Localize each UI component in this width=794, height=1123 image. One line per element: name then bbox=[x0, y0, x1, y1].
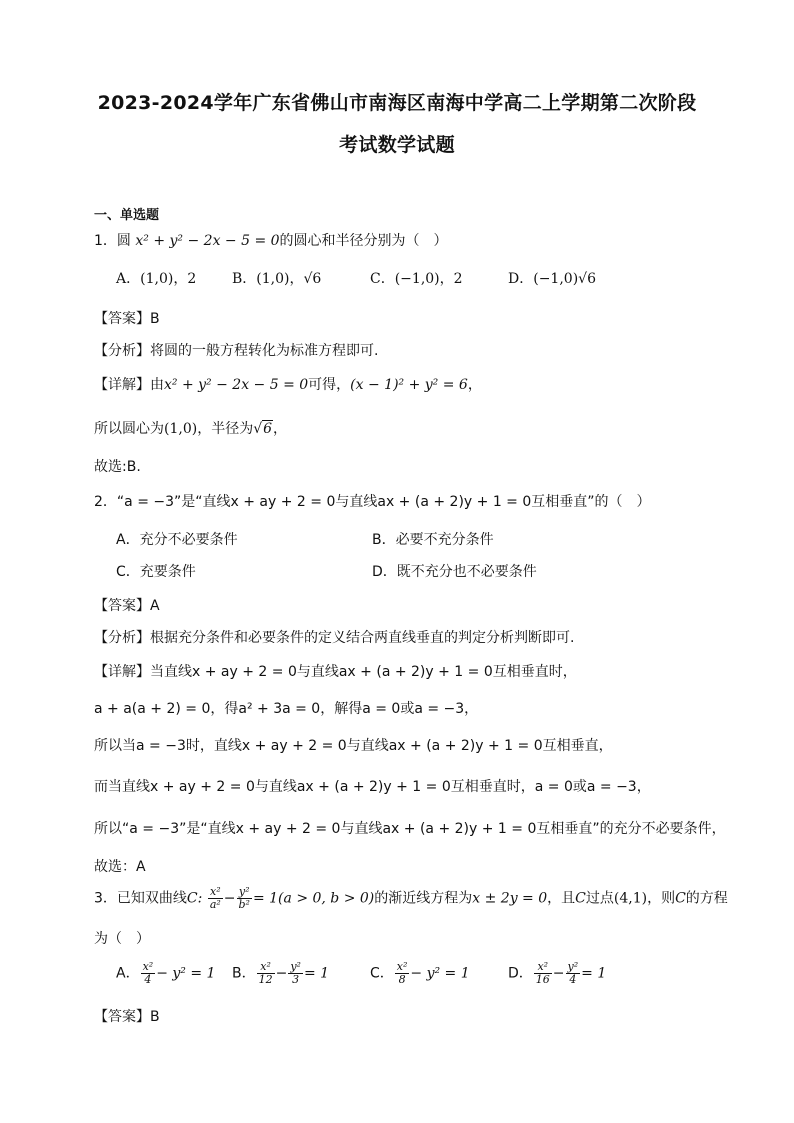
q1-conclusion: 故选:B. bbox=[94, 459, 141, 475]
fraction: $\frac{\text{y²}}{\text{b²}}$ bbox=[238, 885, 250, 911]
document-title-line1: 2023-2024学年广东省佛山市南海区南海中学高二上学期第二次阶段 bbox=[97, 92, 697, 114]
q3-option-b: B． $\frac{\text{x²}}{12}$ − $\frac{\text{y²}}{3}$ = 1 bbox=[232, 960, 330, 986]
q2-detail-line2: a + a(a + 2) = 0，得a² + 3a = 0，解得a = 0或a = −3， bbox=[94, 701, 479, 717]
q1-stem-tail: 的圆心和半径分别为（ ） bbox=[279, 233, 448, 249]
document-title-line2: 考试数学试题 bbox=[339, 134, 455, 156]
q2-detail-line1: 【详解】当直线x + ay + 2 = 0与直线ax + (a + 2)y + 1 = 0互相垂直时， bbox=[94, 664, 577, 680]
analysis-tag: 【分析】 bbox=[94, 343, 150, 359]
q2-detail-line5: 所以“a = −3”是“直线x + ay + 2 = 0与直线ax + (a + 2)y + 1 = 0互相垂直”的充分不必要条件， bbox=[94, 821, 726, 837]
q3-answer: 【答案】B bbox=[94, 1009, 160, 1025]
q1-stem bbox=[94, 230, 448, 250]
q2-detail-line3: 所以当a = −3时，直线x + ay + 2 = 0与直线ax + (a + 2)y + 1 = 0互相垂直， bbox=[94, 738, 613, 754]
q1-analysis-text: 将圆的一般方程转化为标准方程即可. bbox=[150, 343, 379, 359]
fraction: $\frac{\text{x²}}{\text{a²}}$ bbox=[209, 885, 221, 911]
q2-answer: 【答案】A bbox=[94, 598, 160, 614]
q2-option-a: A．充分不必要条件 bbox=[116, 532, 238, 548]
q1-equation: x² + y² − 2x − 5 = 0 bbox=[135, 233, 280, 249]
q2-analysis: 【分析】根据充分条件和必要条件的定义结合两直线垂直的判定分析判断即可. bbox=[94, 630, 575, 646]
q3-answer-value: B bbox=[150, 1009, 160, 1025]
q2-stem: 2．“a = −3”是“直线x + ay + 2 = 0与直线ax + (a + 2)y + 1 = 0互相垂直”的（ ） bbox=[94, 494, 651, 510]
q1-answer bbox=[94, 308, 160, 328]
q3-stem-line2: 为（ ） bbox=[94, 931, 150, 947]
q3-option-c: C． $\frac{\text{x²}}{8}$ − y² = 1 bbox=[370, 960, 470, 986]
q1-analysis bbox=[94, 340, 378, 360]
q1-detail-line1: 【详解】由x² + y² − 2x − 5 = 0可得，(x − 1)² + y² = 6， bbox=[94, 377, 482, 393]
q3-option-d: D． $\frac{\text{x²}}{16}$ − $\frac{\text{y²}}{4}$ = 1 bbox=[508, 960, 607, 986]
section-heading: 一、单选题 bbox=[94, 208, 160, 223]
q2-option-d: D．既不充分也不必要条件 bbox=[372, 564, 537, 580]
q2-detail-line4: 而当直线x + ay + 2 = 0与直线ax + (a + 2)y + 1 = 0互相垂直时，a = 0或a = −3， bbox=[94, 779, 651, 795]
q2-answer-value: A bbox=[150, 598, 160, 614]
q1-detail-line2: 所以圆心为(1,0)，半径为√6， bbox=[94, 421, 288, 437]
q3-option-a: A． $\frac{\text{x²}}{4}$ − y² = 1 bbox=[116, 960, 216, 986]
q1-option-b: B．(1,0)，√6 bbox=[232, 271, 322, 287]
q1-option-d: D．(−1,0)√6 bbox=[508, 271, 596, 287]
answer-tag: 【答案】 bbox=[94, 311, 150, 327]
q1-number: 1．圆 bbox=[94, 233, 131, 249]
detail-tag: 【详解】 bbox=[94, 377, 150, 393]
q2-conclusion: 故选：A bbox=[94, 859, 146, 875]
q2-option-c: C．充要条件 bbox=[116, 564, 196, 580]
q1-answer-value: B bbox=[150, 311, 160, 327]
q1-option-a: A．(1,0)，2 bbox=[116, 271, 197, 287]
sqrt-symbol: √6 bbox=[253, 421, 273, 437]
q3-stem: 3．已知双曲线C: $\frac{\text{x²}}{\text{a²}}$ − $\frac{\text{y²}}{\text{b²}}$ = 1(a > 0, b > 0)的渐近线方程为x ± 2y = 0，且C过点(4,1)，则C的方程 bbox=[94, 885, 728, 911]
q2-option-b: B．必要不充分条件 bbox=[372, 532, 494, 548]
q1-option-c: C．(−1,0)，2 bbox=[370, 271, 463, 287]
